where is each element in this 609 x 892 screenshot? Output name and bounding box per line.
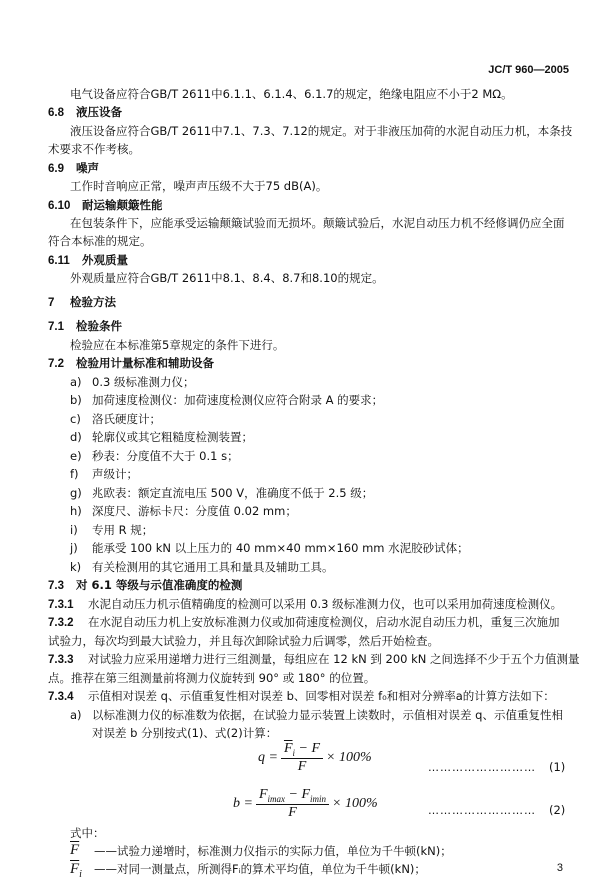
equation-2: b = $\frac{F_{imax} - F_{imin}}{F}$ × 100% [233, 787, 378, 820]
page-number: 3 [556, 862, 563, 874]
section-6-9-heading: 6.9 噪声 [48, 161, 99, 175]
clause-7-3-1: 7.3.1 水泥自动压力机示值精确度的检测可以采用 0.3 级标准测力仪，也可以采用加荷速度检测仪。 [48, 597, 563, 611]
paragraph-line: 液压设备应符合GB/T 2611中7.1、7.3、7.12的规定。对于非液压加荷的水泥自动压力机，本条技 [70, 124, 573, 138]
list-item: j) 能承受 100 kN 以上压力的 40 mm×40 mm×160 mm 水泥胶砂试体； [70, 541, 469, 555]
list-item: e) 秒表：分度值不大于 0.1 s； [70, 449, 239, 463]
paragraph-line: 在包装条件下，应能承受运输颠簸试验而无损坏。颠簸试验后，水泥自动压力机不经修调仍应全面 [70, 216, 565, 230]
section-7-heading: 7 检验方法 [48, 295, 116, 309]
list-item: g) 兆欧表：额定直流电压 500 V，准确度不低于 2.5 级； [70, 486, 374, 500]
paragraph-line: 点。推荐在第三组测量前将测力仪旋转到 90° 或 180° 的位置。 [48, 671, 376, 685]
paragraph-line: 对误差 b 分别按式(1)、式(2)计算： [92, 726, 278, 740]
list-item: b) 加荷速度检测仪：加荷速度检测仪应符合附录 A 的要求； [70, 393, 384, 407]
list-item: i) 专用 R 规； [70, 523, 154, 537]
paragraph-line: 符合本标准的规定。 [48, 234, 152, 248]
clause-7-3-2: 7.3.2 在水泥自动压力机上安放标准测力仪或加荷速度检测仪，启动水泥自动压力机，重复三次施加 [48, 615, 560, 629]
paragraph-line: a) 以标准测力仪的标准数为依据，在试验力显示装置上读数时，示值相对误差 q、示值重复性相 [70, 708, 563, 722]
paragraph-line: 术要求不作考核。 [48, 142, 140, 156]
section-6-10-heading: 6.10 耐运输颠簸性能 [48, 198, 163, 212]
list-item: k) 有关检测用的其它通用工具和量具及辅助工具。 [70, 560, 334, 574]
definition-line: ——试验力递增时，标准测力仪指示的实际力值，单位为千牛顿(kN)； [94, 844, 452, 858]
section-6-11-heading: 6.11 外观质量 [48, 253, 128, 267]
where-label: 式中： [70, 826, 105, 840]
paragraph-line: 试验力，每次均到最大试验力，并且每次卸除试验力后调零，然后开始检查。 [48, 634, 439, 648]
definition-line: ——对同一测量点，所测得Fᵢ的算术平均值，单位为千牛顿(kN)； [94, 862, 426, 876]
paragraph-line: 工作时音响应正常，噪声声压级不大于75 dB(A)。 [70, 179, 328, 193]
symbol-F-i-bar: $\overline{F}_i$ [70, 861, 82, 880]
equation-2-number: (2) [549, 803, 566, 817]
list-item: f) 声级计； [70, 467, 138, 481]
list-item: c) 洛氏硬度计； [70, 412, 161, 426]
equation-1-number: (1) [549, 760, 566, 774]
section-6-8-heading: 6.8 液压设备 [48, 105, 122, 119]
section-7-3-heading: 7.3 对 6.1 等级与示值准确度的检测 [48, 578, 243, 592]
equation-leader: ……………………… [428, 761, 536, 774]
standard-code: JC/T 960—2005 [488, 64, 569, 76]
section-7-1-heading: 7.1 检验条件 [48, 319, 122, 333]
symbol-F: $\overline{F}$ [70, 842, 80, 858]
list-item: d) 轮廓仪或其它粗糙度检测装置； [70, 430, 253, 444]
clause-7-3-3: 7.3.3 对试验力应采用递增力进行三组测量，每组应在 12 kN 到 200 kN 之间选择不少于五个力值测量 [48, 652, 580, 666]
list-item: h) 深度尺、游标卡尺：分度值 0.02 mm； [70, 504, 297, 518]
equation-1: q = $\frac{\overline{F}_i - F}{F}$ × 100% [258, 741, 372, 774]
paragraph-line: 检验应在本标准第5章规定的条件下进行。 [70, 338, 285, 352]
list-item: a) 0.3 级标准测力仪； [70, 375, 195, 389]
paragraph-line: 外观质量应符合GB/T 2611中8.1、8.4、8.7和8.10的规定。 [70, 271, 384, 285]
paragraph-line: 电气设备应符合GB/T 2611中6.1.1、6.1.4、6.1.7的规定，绝缘电阻应不小于2 MΩ。 [70, 87, 513, 101]
equation-leader: ……………………… [428, 804, 536, 817]
clause-7-3-4: 7.3.4 示值相对误差 q、示值重复性相对误差 b、回零相对误差 f₀和相对分辨率a的计算方法如下： [48, 689, 555, 703]
section-7-2-heading: 7.2 检验用计量标准和辅助设备 [48, 356, 214, 370]
